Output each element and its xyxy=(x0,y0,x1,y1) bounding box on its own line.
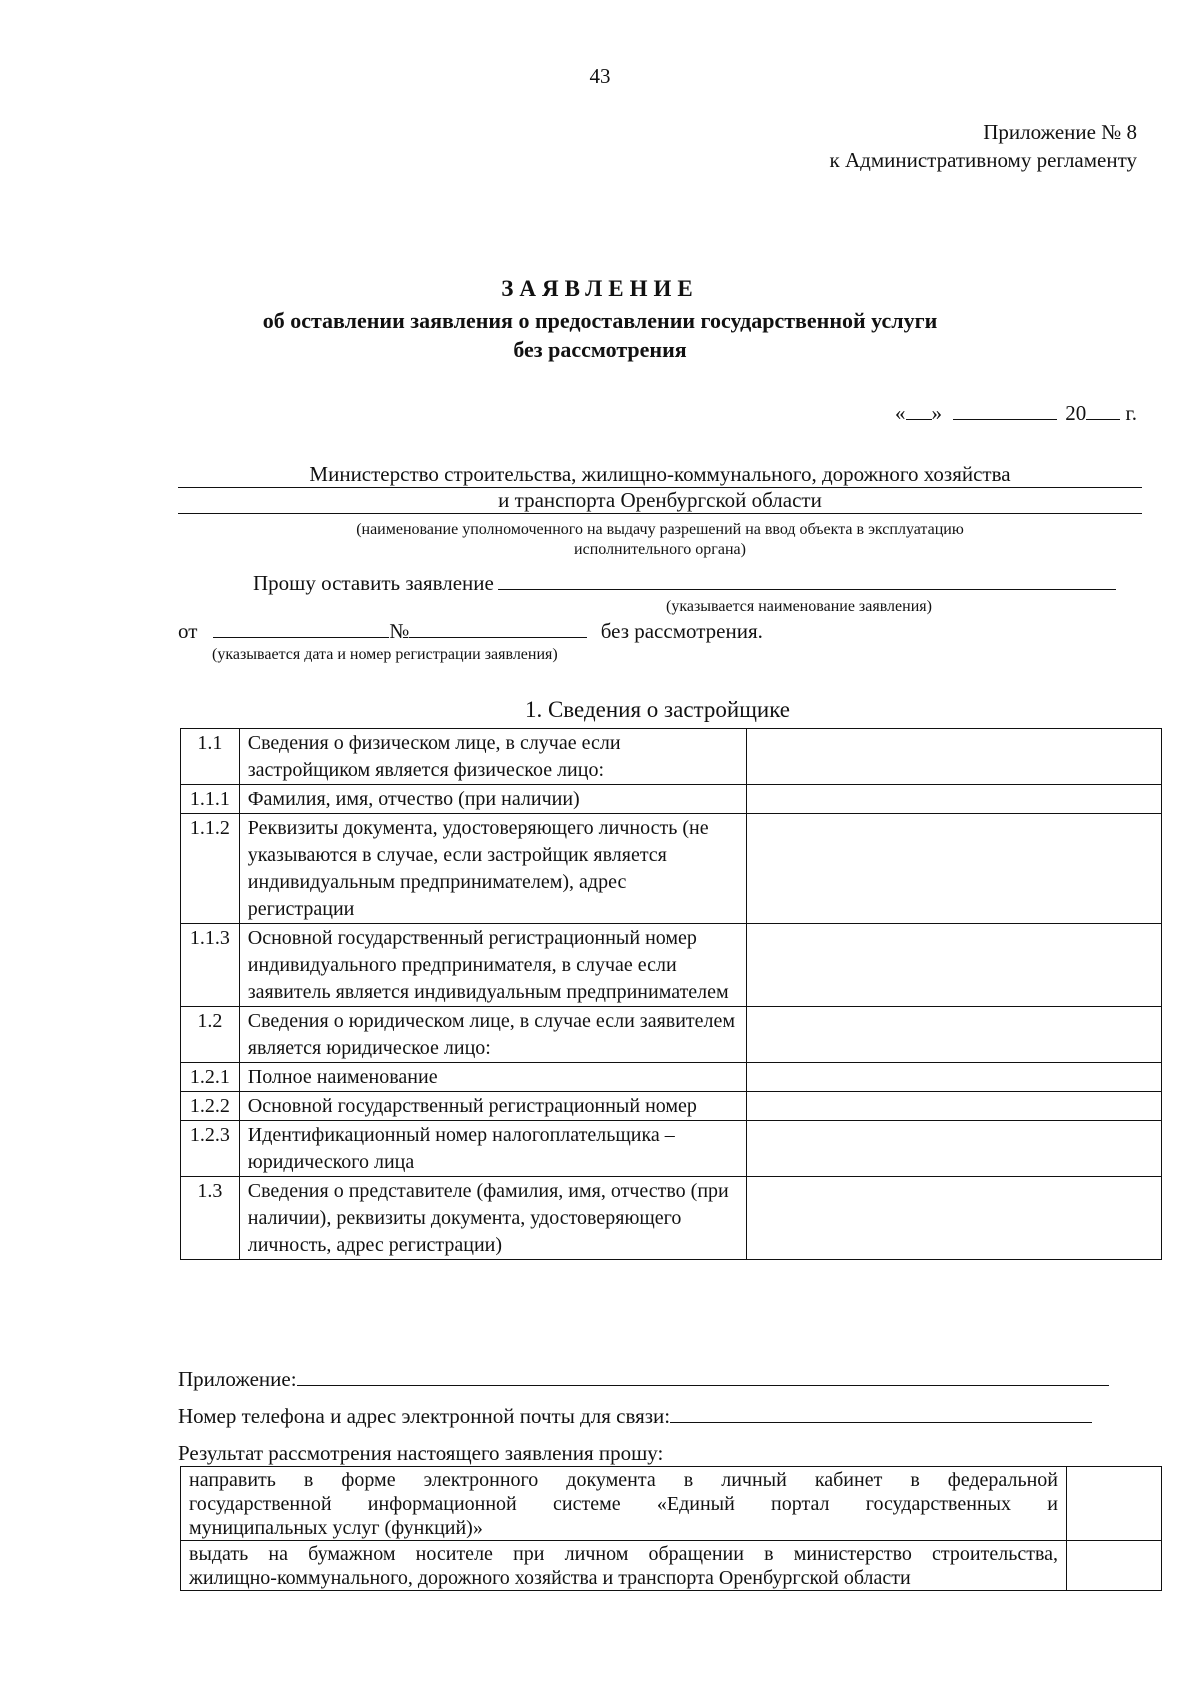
attachment-label: Приложение: xyxy=(178,1367,297,1391)
day-blank[interactable] xyxy=(906,401,932,420)
from-note: (указывается дата и номер регистрации заявления) xyxy=(212,646,558,663)
appendix-line-2: к Административному регламенту xyxy=(829,148,1137,172)
result-option-2-line-1: выдать на бумажном носителе при личном обращении в министерство строительства, xyxy=(189,1543,1058,1565)
document-title: ЗАЯВЛЕНИЕ xyxy=(501,276,699,301)
request-line xyxy=(253,571,1140,596)
row-description: Основной государственный регистрационный номер xyxy=(239,1092,746,1121)
attachment-blank[interactable] xyxy=(297,1367,1109,1386)
row-description: Идентификационный номер налогоплательщика – юридического лица xyxy=(239,1121,746,1177)
row-value-cell[interactable] xyxy=(746,1177,1162,1260)
appendix-line-1: Приложение № 8 xyxy=(983,120,1137,144)
contact-blank[interactable] xyxy=(670,1404,1092,1423)
result-option-row xyxy=(181,1541,1162,1591)
result-option-text xyxy=(181,1541,1067,1591)
document-subtitle xyxy=(0,306,1200,364)
table-row xyxy=(181,729,1162,785)
result-option-1-line-1: направить в форме электронного документа в личный кабинет в федеральной xyxy=(189,1469,1058,1491)
contact-line xyxy=(178,1404,1092,1429)
section-heading: 1. Сведения о застройщике xyxy=(524,697,791,722)
row-description: Сведения о юридическом лице, в случае если заявителем является юридическое лицо: xyxy=(239,1007,746,1063)
document-subtitle-line-1: об оставлении заявления о предоставлении государственной услуги xyxy=(262,308,938,333)
row-number: 1.2 xyxy=(181,1007,240,1063)
developer-info-table xyxy=(180,728,1162,1260)
year-blank[interactable] xyxy=(1086,401,1120,420)
organization-note xyxy=(178,520,1142,560)
row-number: 1.2.3 xyxy=(181,1121,240,1177)
application-name-blank[interactable] xyxy=(498,571,1116,590)
table-row xyxy=(181,785,1162,814)
registration-number-blank[interactable] xyxy=(409,619,587,638)
page-number: 43 xyxy=(589,64,611,88)
organization-note-line-1: (наименование уполномоченного на выдачу разрешений на ввод объекта в эксплуатацию xyxy=(356,521,964,538)
contact-label: Номер телефона и адрес электронной почты для связи: xyxy=(178,1404,671,1428)
registration-date-blank[interactable] xyxy=(213,619,389,638)
result-option-text xyxy=(181,1467,1067,1541)
request-label: Прошу оставить заявление xyxy=(253,571,494,595)
row-value-cell[interactable] xyxy=(746,1063,1162,1092)
row-description: Сведения о физическом лице, в случае если застройщиком является физическое лицо: xyxy=(239,729,746,785)
year-prefix: 20 xyxy=(1065,401,1087,425)
row-value-cell[interactable] xyxy=(746,814,1162,924)
row-number: 1.1.3 xyxy=(181,924,240,1007)
result-label: Результат рассмотрения настоящего заявления прошу: xyxy=(178,1441,664,1465)
table-row xyxy=(181,1007,1162,1063)
request-note: (указывается наименование заявления) xyxy=(666,598,932,615)
row-description: Реквизиты документа, удостоверяющего личность (не указываются в случае, если застройщик является индивидуальным предпринимателем), адрес регистрации xyxy=(239,814,746,924)
organization-line-1: Министерство строительства, жилищно-коммунального, дорожного хозяйства xyxy=(178,462,1142,488)
row-number: 1.3 xyxy=(181,1177,240,1260)
row-description: Сведения о представителе (фамилия, имя, отчество (при наличии), реквизиты документа, удостоверяющего личность, адрес регистрации) xyxy=(239,1177,746,1260)
table-row xyxy=(181,814,1162,924)
result-options-table xyxy=(180,1466,1162,1591)
row-description: Фамилия, имя, отчество (при наличии) xyxy=(239,785,746,814)
table-row xyxy=(181,1177,1162,1260)
table-row xyxy=(181,924,1162,1007)
date-open-quote: « xyxy=(895,401,906,425)
from-label: от xyxy=(178,619,198,643)
attachment-line xyxy=(178,1367,1109,1392)
table-row xyxy=(181,1121,1162,1177)
row-number: 1.2.1 xyxy=(181,1063,240,1092)
year-suffix: г. xyxy=(1120,401,1137,425)
organization-block xyxy=(178,462,1142,560)
from-line xyxy=(178,619,763,644)
row-description: Полное наименование xyxy=(239,1063,746,1092)
result-option-1-line-3: муниципальных услуг (функций)» xyxy=(189,1517,483,1539)
row-value-cell[interactable] xyxy=(746,785,1162,814)
row-number: 1.1 xyxy=(181,729,240,785)
table-row xyxy=(181,1063,1162,1092)
row-number: 1.2.2 xyxy=(181,1092,240,1121)
document-subtitle-line-2: без рассмотрения xyxy=(513,337,687,362)
without-review-label: без рассмотрения. xyxy=(600,619,763,643)
result-option-checkbox[interactable] xyxy=(1067,1467,1162,1541)
row-value-cell[interactable] xyxy=(746,1092,1162,1121)
row-number: 1.1.1 xyxy=(181,785,240,814)
date-close-quote: » xyxy=(931,401,942,425)
row-value-cell[interactable] xyxy=(746,924,1162,1007)
result-option-row xyxy=(181,1467,1162,1541)
result-option-1-line-2: государственной информационной системе «Единый портал государственных и xyxy=(189,1493,1058,1515)
result-option-2-line-2: жилищно-коммунального, дорожного хозяйства и транспорта Оренбургской области xyxy=(189,1567,911,1589)
row-value-cell[interactable] xyxy=(746,729,1162,785)
month-blank[interactable] xyxy=(953,401,1057,420)
row-value-cell[interactable] xyxy=(746,1007,1162,1063)
organization-note-line-2: исполнительного органа) xyxy=(574,541,746,558)
row-number: 1.1.2 xyxy=(181,814,240,924)
row-description: Основной государственный регистрационный номер индивидуального предпринимателя, в случае если заявитель является индивидуальным предпринимателем xyxy=(239,924,746,1007)
result-option-checkbox[interactable] xyxy=(1067,1541,1162,1591)
table-row xyxy=(181,1092,1162,1121)
organization-line-2: и транспорта Оренбургской области xyxy=(178,488,1142,514)
row-value-cell[interactable] xyxy=(746,1121,1162,1177)
appendix-reference xyxy=(830,118,1137,174)
number-label: № xyxy=(389,619,410,643)
date-line xyxy=(895,401,1137,426)
